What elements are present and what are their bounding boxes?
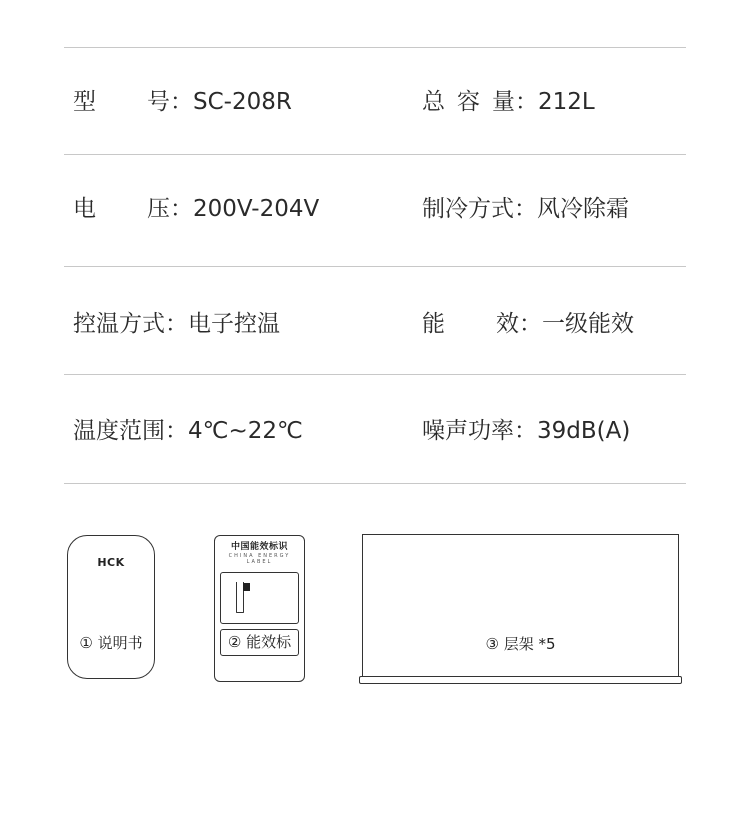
spec-capacity-label-c: 量： — [492, 89, 538, 115]
divider — [64, 47, 686, 48]
manual-caption: ① 说明书 — [79, 634, 143, 652]
shelf-caption: ③ 层架 *5 — [485, 635, 556, 653]
spec-temp-range — [73, 411, 303, 451]
spec-noise — [422, 411, 630, 451]
spec-voltage-label-b: 压： — [147, 196, 193, 222]
spec-noise-value: 39dB(A) — [537, 418, 631, 444]
spec-cooling-label: 制冷方式： — [422, 196, 537, 222]
spec-model-value: SC-208R — [193, 89, 292, 115]
spec-cooling-value: 风冷除霜 — [537, 196, 629, 222]
divider — [64, 483, 686, 484]
energy-label-caption: ② 能效标 — [220, 629, 299, 656]
spec-capacity-value: 212L — [538, 89, 595, 115]
divider — [64, 266, 686, 267]
spec-model-label-a: 型 — [73, 89, 96, 115]
energy-grade-panel — [220, 572, 299, 624]
spec-temp-control-label: 控温方式： — [73, 311, 188, 337]
manual-illustration — [67, 535, 155, 679]
grade-arrow-icon — [243, 583, 250, 591]
spec-capacity-label-b: 容 — [457, 89, 480, 115]
spec-temp-range-label: 温度范围： — [73, 418, 188, 444]
spec-noise-label: 噪声功率： — [422, 418, 537, 444]
spec-voltage — [73, 189, 319, 229]
spec-voltage-label-a: 电 — [73, 196, 96, 222]
spec-model-label-b: 号： — [147, 89, 193, 115]
shelf-base — [359, 676, 682, 684]
divider — [64, 374, 686, 375]
shelf-illustration — [362, 534, 679, 677]
spec-efficiency-value: 一级能效 — [542, 311, 634, 337]
spec-temp-range-value: 4℃~22℃ — [188, 418, 303, 444]
divider — [64, 154, 686, 155]
spec-efficiency — [422, 304, 634, 344]
spec-capacity — [422, 82, 595, 122]
spec-model — [73, 82, 292, 122]
energy-label-subtitle: CHINA ENERGY LABEL — [228, 553, 291, 565]
spec-temp-control-value: 电子控温 — [188, 311, 280, 337]
spec-temp-control — [73, 304, 280, 344]
energy-label-illustration — [214, 535, 305, 682]
manual-brand-logo: HCK — [97, 556, 125, 569]
spec-voltage-value: 200V-204V — [193, 196, 320, 222]
energy-label-title: 中国能效标识 — [230, 542, 288, 552]
spec-efficiency-label-a: 能 — [422, 311, 445, 337]
spec-capacity-label-a: 总 — [422, 89, 445, 115]
spec-cooling — [422, 189, 629, 229]
spec-efficiency-label-b: 效： — [496, 311, 542, 337]
